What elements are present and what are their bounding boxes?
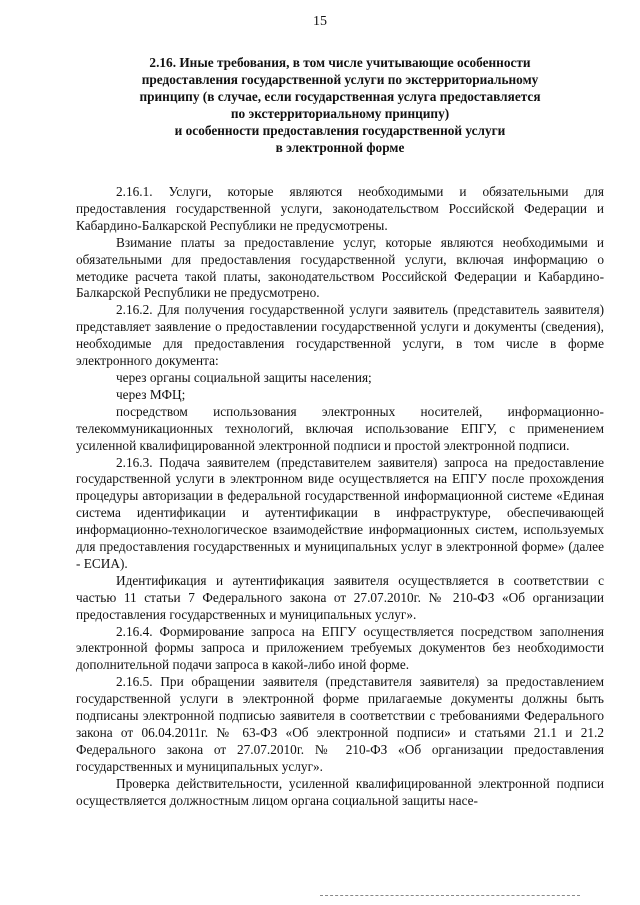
paragraph-fee: Взимание платы за предоставление услуг, которые являются необходимыми и обязательными для предоставления государственной услуги, включая информацию о методике расчета такой платы, законодательством Российской Федерации и Кабардино-Балкарской Республики не предусмотрено. xyxy=(76,234,604,301)
section-heading xyxy=(70,54,610,156)
footer-divider xyxy=(320,895,580,897)
paragraph-2-16-2: 2.16.2. Для получения государственной услуги заявитель (представитель заявителя) представляет заявление о предоставлении государственной услуги и документы (сведения), необходимые для предоставления государственной услуги, в том числе в форме электронного документа: xyxy=(76,302,604,369)
heading-line: и особенности предоставления государственной услуги xyxy=(174,123,506,138)
heading-line: предоставления государственной услуги по экстерриториальному xyxy=(141,72,539,87)
heading-line: по экстерриториальному принципу) xyxy=(230,106,450,121)
heading-line: в электронной форме xyxy=(275,140,405,155)
paragraph-2-16-1: 2.16.1. Услуги, которые являются необходимыми и обязательными для предоставления государственной услуги, законодательством Российской Федерации и Кабардино-Балкарской Республики не предусмотрены. xyxy=(76,184,604,233)
heading-line: принципу (в случае, если государственная услуга предоставляется xyxy=(139,89,541,104)
paragraph-signature-check: Проверка действительности, усиленной квалифицированной электронной подписи осуществляется должностным лицом органа социальной защиты насе- xyxy=(76,775,604,808)
heading-line: 2.16. Иные требования, в том числе учитывающие особенности xyxy=(149,55,531,70)
list-item-electronic: посредством использования электронных носителей, информационно-телекоммуникационных технологий, включая использование ЕПГУ, с применением усиленной квалифицированной электронной подписи и простой электронной подписи. xyxy=(76,403,604,453)
paragraph-2-16-5: 2.16.5. При обращении заявителя (представителя заявителя) за предоставлением государственной услуги в электронной форме прилагаемые документы должны быть подписаны электронной подписью заявителя в соответствии с требованиями Федерального закона от 06.04.2011г. № 63-ФЗ «Об электронной подписи» и статьями 21.1 и 21.2 Федерального закона от 27.07.2010г. № 210-ФЗ «Об организации предоставления государственных и муниципальных услуг». xyxy=(76,674,604,774)
paragraph-2-16-4: 2.16.4. Формирование запроса на ЕПГУ осуществляется посредством заполнения электронной формы запроса и приложением требуемых документов без необходимости дополнительной подачи запроса в какой-либо иной форме. xyxy=(76,623,604,673)
paragraph-identification: Идентификация и аутентификация заявителя осуществляется в соответствии с частью 11 статьи 7 Федерального закона от 27.07.2010г. № 210-ФЗ «Об организации предоставления государственных и муниципальных услуг». xyxy=(76,572,604,622)
document-body xyxy=(76,184,604,810)
page-number: 15 xyxy=(313,14,327,29)
paragraph-2-16-3: 2.16.3. Подача заявителем (представителем заявителя) запроса на предоставление государственной услуги в электронном виде осуществляется на ЕПГУ после прохождения процедуры авторизации в федеральной государственной информационной системе «Единая система идентификации и аутентификации в инфраструктуре, обеспечивающей информационно-технологическое взаимодействие информационных систем, используемых для предоставления государственных и муниципальных услуг в электронной форме» (далее - ЕСИА). xyxy=(76,454,604,571)
list-item-social-protection: через органы социальной защиты населения; xyxy=(116,369,372,385)
list-item-mfc: через МФЦ; xyxy=(116,386,186,402)
